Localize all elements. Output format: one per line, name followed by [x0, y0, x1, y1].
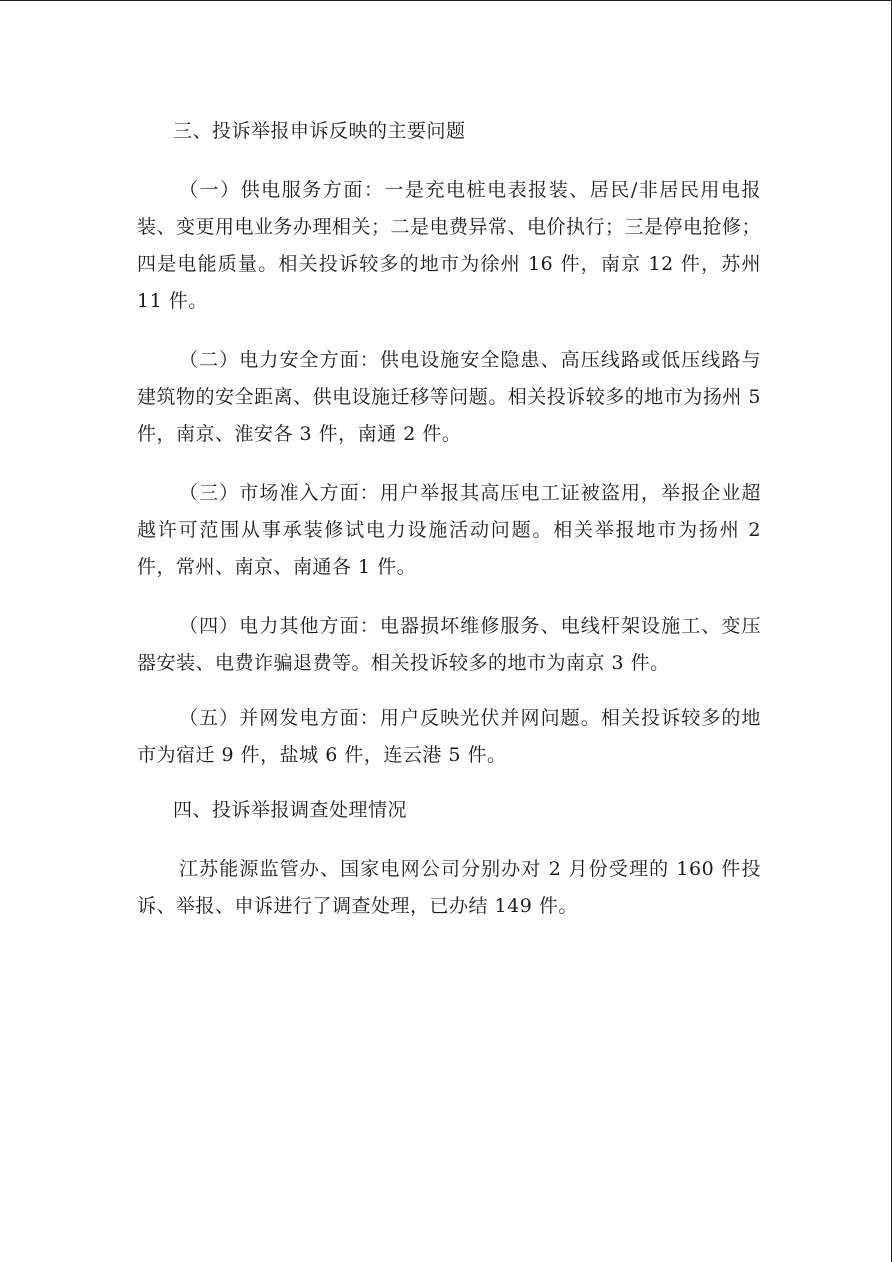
- paragraph-market-access: （三）市场准入方面：用户举报其高压电工证被盗用，举报企业超越许可范围从事承装修试电力设施活动问题。相关举报地市为扬州 2 件，常州、南京、南通各 1 件。: [137, 482, 761, 578]
- paragraph-grid-connection: （五）并网发电方面：用户反映光伏并网问题。相关投诉较多的地市为宿迁 9 件，盐城 6 件，连云港 5 件。: [137, 707, 761, 766]
- paragraph-power-safety: （二）电力安全方面：供电设施安全隐患、高压线路或低压线路与建筑物的安全距离、供电设施迁移等问题。相关投诉较多的地市为扬州 5 件，南京、淮安各 3 件，南通 2 件。: [137, 349, 761, 445]
- document-body: [137, 113, 761, 947]
- paragraph-other-power-issues: （四）电力其他方面：电器损坏维修服务、电线杆架设施工、变压器安装、电费诈骗退费等。相关投诉较多的地市为南京 3 件。: [137, 615, 761, 674]
- section-heading-investigation: 四、投诉举报调查处理情况: [173, 799, 408, 821]
- paragraph-power-supply-service: （一）供电服务方面：一是充电桩电表报装、居民/非居民用电报装、变更用电业务办理相关；二是电费异常、电价执行；三是停电抢修；四是电能质量。相关投诉较多的地市为徐州 16 件，南京 12 件，苏州 11 件。: [137, 179, 762, 312]
- paragraph-investigation-results: 江苏能源监管办、国家电网公司分别办对 2 月份受理的 160 件投诉、举报、申诉进行了调查处理，已办结 149 件。: [137, 858, 761, 917]
- section-heading-complaint-issues: 三、投诉举报申诉反映的主要问题: [173, 120, 466, 142]
